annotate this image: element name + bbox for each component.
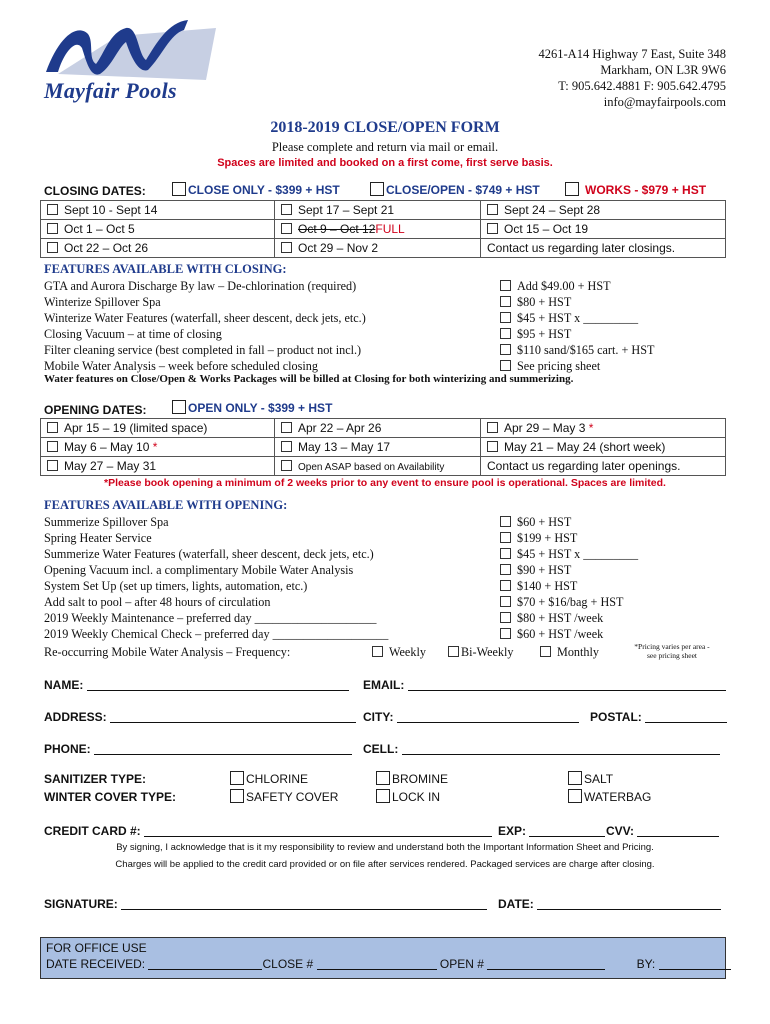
- feature-item: System Set Up (set up timers, lights, automation, etc.): [44, 579, 308, 593]
- feature-item: Summerize Water Features (waterfall, sheer descent, deck jets, etc.): [44, 547, 374, 561]
- sanitizer-bromine[interactable]: BROMINE: [376, 770, 448, 788]
- feature-item: 2019 Weekly Chemical Check – preferred day ___________________: [44, 627, 389, 641]
- date-cell[interactable]: [275, 239, 481, 258]
- close-open-label: CLOSE/OPEN - $749 + HST: [386, 183, 540, 197]
- bromine-checkbox[interactable]: [376, 771, 390, 785]
- phone-input-line[interactable]: [94, 743, 352, 755]
- feature-checkbox[interactable]: [500, 612, 511, 623]
- date-label: May 21 – May 24 (short week): [504, 440, 666, 454]
- close-number-line: [317, 958, 437, 970]
- feature-item: Filter cleaning service (best completed in fall – product not incl.): [44, 343, 362, 357]
- closing-features-list: [44, 278, 366, 374]
- date-checkbox[interactable]: [487, 204, 498, 215]
- feature-price[interactable]: $90 + HST: [500, 562, 638, 578]
- date-checkbox[interactable]: [487, 223, 498, 234]
- contact-later-openings: Contact us regarding later openings.: [487, 459, 681, 473]
- water-features-note: Water features on Close/Open & Works Packages will be billed at Closing for both winterizing and summerizing.: [44, 373, 574, 385]
- waterbag-checkbox[interactable]: [568, 789, 582, 803]
- close-only-option[interactable]: [172, 182, 340, 197]
- date-cell[interactable]: [41, 220, 275, 239]
- date-label: Oct 15 – Oct 19: [504, 222, 589, 236]
- date-cell[interactable]: [41, 438, 275, 457]
- feature-checkbox[interactable]: [500, 548, 511, 559]
- pricing-varies-note: [622, 642, 722, 660]
- date-label: Apr 15 – 19 (limited space): [64, 421, 208, 435]
- date-label: May 27 – May 31: [64, 459, 157, 473]
- date-checkbox[interactable]: [47, 460, 58, 471]
- postal-input-line[interactable]: [645, 711, 727, 723]
- close-open-option[interactable]: [370, 182, 540, 197]
- feature-price[interactable]: $95 + HST: [500, 326, 654, 342]
- feature-price[interactable]: $140 + HST: [500, 578, 638, 594]
- open-only-option[interactable]: [172, 400, 332, 415]
- acknowledgement-line: Charges will be applied to the credit card provided or on file after services rendered. Packaged services are charge after closing.: [115, 859, 655, 870]
- date-label: Oct 29 – Nov 2: [298, 241, 379, 255]
- feature-checkbox[interactable]: [500, 564, 511, 575]
- closing-dates-table: [40, 200, 726, 258]
- date-checkbox[interactable]: [47, 204, 58, 215]
- sanitizer-type-label: SANITIZER TYPE:: [44, 772, 147, 786]
- winter-cover-label: WINTER COVER TYPE:: [44, 790, 177, 804]
- date-cell[interactable]: [481, 438, 726, 457]
- open-number-line: [487, 958, 605, 970]
- date-label-struck: Oct 9 – Oct 12: [298, 222, 376, 236]
- city-input-line[interactable]: [397, 711, 579, 723]
- lock-in-checkbox[interactable]: [376, 789, 390, 803]
- table-row: [41, 239, 726, 258]
- feature-checkbox[interactable]: [500, 596, 511, 607]
- exp-field[interactable]: EXP:: [498, 824, 605, 838]
- feature-item: GTA and Aurora Discharge By law – De-chlorination (required): [44, 279, 357, 293]
- company-address: [426, 46, 726, 110]
- date-checkbox[interactable]: [281, 460, 292, 471]
- feature-item: Closing Vacuum – at time of closing: [44, 327, 222, 341]
- email-input-line[interactable]: [408, 679, 726, 691]
- date-label: Apr 22 – Apr 26: [298, 421, 382, 435]
- phone-field[interactable]: PHONE:: [44, 742, 352, 756]
- chlorine-checkbox[interactable]: [230, 771, 244, 785]
- feature-item: Summerize Spillover Spa: [44, 515, 169, 529]
- table-row: [41, 438, 726, 457]
- date-input-line[interactable]: [537, 898, 721, 910]
- form-subtitle: Please complete and return via mail or email.: [271, 140, 499, 154]
- works-checkbox[interactable]: [565, 182, 579, 196]
- date-cell[interactable]: [275, 438, 481, 457]
- date-label: Open ASAP based on Availability: [298, 461, 445, 473]
- close-only-label: CLOSE ONLY - $399 + HST: [188, 183, 340, 197]
- full-label: FULL: [375, 222, 405, 236]
- mayfair-logo: [38, 14, 228, 82]
- cvv-field[interactable]: CVV:: [606, 824, 719, 838]
- cell-field[interactable]: CELL:: [363, 742, 720, 756]
- date-checkbox[interactable]: [487, 422, 498, 433]
- date-cell[interactable]: [41, 457, 275, 476]
- feature-item: Spring Heater Service: [44, 531, 152, 545]
- date-cell[interactable]: [481, 220, 726, 239]
- opening-prices-list: [500, 514, 638, 642]
- date-checkbox[interactable]: [47, 242, 58, 253]
- phone-line: T: 905.642.4881 F: 905.642.4795: [558, 79, 726, 93]
- feature-checkbox[interactable]: [500, 280, 511, 291]
- opening-features-title: FEATURES AVAILABLE WITH OPENING:: [44, 498, 288, 512]
- date-label: Sept 10 - Sept 14: [64, 203, 158, 217]
- credit-card-field[interactable]: CREDIT CARD #:: [44, 824, 492, 838]
- cell-input-line[interactable]: [402, 743, 720, 755]
- open-only-checkbox[interactable]: [172, 400, 186, 414]
- opening-dates-label: OPENING DATES:: [44, 403, 147, 417]
- feature-item: 2019 Weekly Maintenance – preferred day ____________________: [44, 611, 377, 625]
- date-checkbox[interactable]: [281, 242, 292, 253]
- date-label: Sept 17 – Sept 21: [298, 203, 395, 217]
- frequency-biweekly[interactable]: Bi-Weekly: [448, 644, 514, 660]
- date-field[interactable]: DATE:: [498, 897, 721, 911]
- date-cell[interactable]: [275, 201, 481, 220]
- feature-checkbox[interactable]: [500, 360, 511, 371]
- credit-card-input-line[interactable]: [144, 825, 492, 837]
- date-label: Sept 24 – Sept 28: [504, 203, 601, 217]
- cover-lock-in[interactable]: LOCK IN: [376, 788, 440, 806]
- address-field[interactable]: ADDRESS:: [44, 710, 356, 724]
- feature-item: Opening Vacuum incl. a complimentary Mobile Water Analysis: [44, 563, 354, 577]
- feature-item: Add salt to pool – after 48 hours of circulation: [44, 595, 271, 609]
- feature-item: Winterize Spillover Spa: [44, 295, 161, 309]
- date-label: Oct 1 – Oct 5: [64, 222, 135, 236]
- address-line: 4261-A14 Highway 7 East, Suite 348: [538, 47, 726, 61]
- office-use-box: [40, 937, 726, 979]
- feature-item: Winterize Water Features (waterfall, sheer descent, deck jets, etc.): [44, 311, 366, 325]
- table-row: [41, 201, 726, 220]
- form-note: Spaces are limited and booked on a first come, first serve basis.: [217, 157, 553, 169]
- pricing-note-line: see pricing sheet: [647, 651, 697, 660]
- date-cell[interactable]: [275, 457, 481, 476]
- feature-price[interactable]: Add $49.00 + HST: [500, 278, 654, 294]
- postal-field[interactable]: POSTAL:: [590, 710, 727, 724]
- date-cell[interactable]: [41, 239, 275, 258]
- date-received-line: [148, 958, 262, 970]
- date-checkbox[interactable]: [47, 223, 58, 234]
- opening-booking-note: *Please book opening a minimum of 2 weeks prior to any event to ensure pool is operational. Spaces are limited.: [104, 477, 666, 489]
- date-cell[interactable]: [41, 201, 275, 220]
- frequency-label: Re-occurring Mobile Water Analysis – Frequency:: [44, 645, 291, 659]
- feature-checkbox[interactable]: [500, 532, 511, 543]
- email-line: info@mayfairpools.com: [603, 95, 726, 109]
- table-row: [41, 220, 726, 239]
- company-name: Mayfair Pools: [44, 78, 177, 103]
- contact-cell: [481, 457, 726, 476]
- date-checkbox: [281, 223, 292, 234]
- feature-price[interactable]: See pricing sheet: [500, 358, 654, 374]
- form-title: 2018-2019 CLOSE/OPEN FORM: [270, 119, 500, 136]
- contact-cell: [481, 239, 726, 258]
- feature-checkbox[interactable]: [500, 628, 511, 639]
- pricing-note-line: *Pricing varies per area -: [634, 642, 710, 651]
- cover-waterbag[interactable]: WATERBAG: [568, 788, 651, 806]
- date-label: Apr 29 – May 3: [504, 421, 586, 435]
- name-field[interactable]: NAME:: [44, 678, 349, 692]
- date-checkbox[interactable]: [281, 204, 292, 215]
- exp-input-line[interactable]: [529, 825, 605, 837]
- date-checkbox[interactable]: [47, 441, 58, 452]
- address-line: Markham, ON L3R 9W6: [600, 63, 726, 77]
- date-label: May 6 – May 10: [64, 440, 150, 454]
- date-cell[interactable]: [275, 419, 481, 438]
- feature-price[interactable]: $80 + HST: [500, 294, 654, 310]
- works-label: WORKS - $979 + HST: [585, 183, 707, 197]
- name-input-line[interactable]: [87, 679, 349, 691]
- feature-price[interactable]: $70 + $16/bag + HST: [500, 594, 638, 610]
- close-only-checkbox[interactable]: [172, 182, 186, 196]
- asterisk: *: [588, 421, 594, 435]
- acknowledgement-line: By signing, I acknowledge that is it my responsibility to review and understand both the Important Information Sheet and Pricing.: [116, 842, 654, 853]
- close-number-label: CLOSE #: [262, 957, 314, 971]
- close-open-checkbox[interactable]: [370, 182, 384, 196]
- feature-price[interactable]: $199 + HST: [500, 530, 638, 546]
- date-label: Oct 22 – Oct 26: [64, 241, 149, 255]
- contact-later-closings: Contact us regarding later closings.: [487, 241, 676, 255]
- frequency-checkbox[interactable]: [448, 646, 459, 657]
- closing-prices-list: [500, 278, 654, 374]
- frequency-weekly[interactable]: Weekly: [372, 644, 426, 660]
- table-row: [41, 457, 726, 476]
- feature-price[interactable]: $45 + HST x _________: [500, 310, 654, 326]
- asterisk: *: [152, 440, 158, 454]
- closing-features-title: FEATURES AVAILABLE WITH CLOSING:: [44, 262, 287, 276]
- safety-cover-checkbox[interactable]: [230, 789, 244, 803]
- feature-price[interactable]: $60 + HST /week: [500, 626, 638, 642]
- open-only-label: OPEN ONLY - $399 + HST: [188, 401, 333, 415]
- date-checkbox[interactable]: [487, 441, 498, 452]
- address-input-line[interactable]: [110, 711, 356, 723]
- feature-price[interactable]: $60 + HST: [500, 514, 638, 530]
- cover-safety[interactable]: SAFETY COVER: [230, 788, 338, 806]
- frequency-checkbox[interactable]: [372, 646, 383, 657]
- by-line: [659, 958, 731, 970]
- feature-checkbox[interactable]: [500, 328, 511, 339]
- frequency-checkbox[interactable]: [540, 646, 551, 657]
- opening-features-list: [44, 514, 388, 642]
- opening-dates-table: [40, 418, 726, 476]
- date-checkbox[interactable]: [281, 422, 292, 433]
- email-field[interactable]: EMAIL:: [363, 678, 726, 692]
- feature-checkbox[interactable]: [500, 580, 511, 591]
- feature-price[interactable]: $45 + HST x _________: [500, 546, 638, 562]
- closing-dates-label: CLOSING DATES:: [44, 184, 146, 198]
- by-label: BY:: [636, 957, 656, 971]
- feature-checkbox[interactable]: [500, 296, 511, 307]
- works-option[interactable]: [565, 182, 706, 197]
- office-use-title: FOR OFFICE USE: [46, 941, 147, 955]
- date-cell-full: [275, 220, 481, 239]
- date-label: May 13 – May 17: [298, 440, 391, 454]
- office-use-fields: [46, 957, 720, 971]
- frequency-monthly[interactable]: Monthly: [540, 644, 599, 660]
- date-received-label: DATE RECEIVED:: [46, 957, 146, 971]
- city-field[interactable]: CITY:: [363, 710, 579, 724]
- date-cell[interactable]: [481, 201, 726, 220]
- table-row: [41, 419, 726, 438]
- date-cell[interactable]: [481, 419, 726, 438]
- feature-price[interactable]: $80 + HST /week: [500, 610, 638, 626]
- date-cell[interactable]: [41, 419, 275, 438]
- sanitizer-salt[interactable]: SALT: [568, 770, 613, 788]
- cvv-input-line[interactable]: [637, 825, 719, 837]
- salt-checkbox[interactable]: [568, 771, 582, 785]
- feature-item: Mobile Water Analysis – week before scheduled closing: [44, 359, 318, 373]
- signature-field[interactable]: SIGNATURE:: [44, 897, 487, 911]
- feature-checkbox[interactable]: [500, 516, 511, 527]
- feature-checkbox[interactable]: [500, 344, 511, 355]
- feature-checkbox[interactable]: [500, 312, 511, 323]
- date-checkbox[interactable]: [281, 441, 292, 452]
- sanitizer-chlorine[interactable]: CHLORINE: [230, 770, 308, 788]
- date-checkbox[interactable]: [47, 422, 58, 433]
- open-number-label: OPEN #: [439, 957, 484, 971]
- signature-input-line[interactable]: [121, 898, 487, 910]
- feature-price[interactable]: $110 sand/$165 cart. + HST: [500, 342, 654, 358]
